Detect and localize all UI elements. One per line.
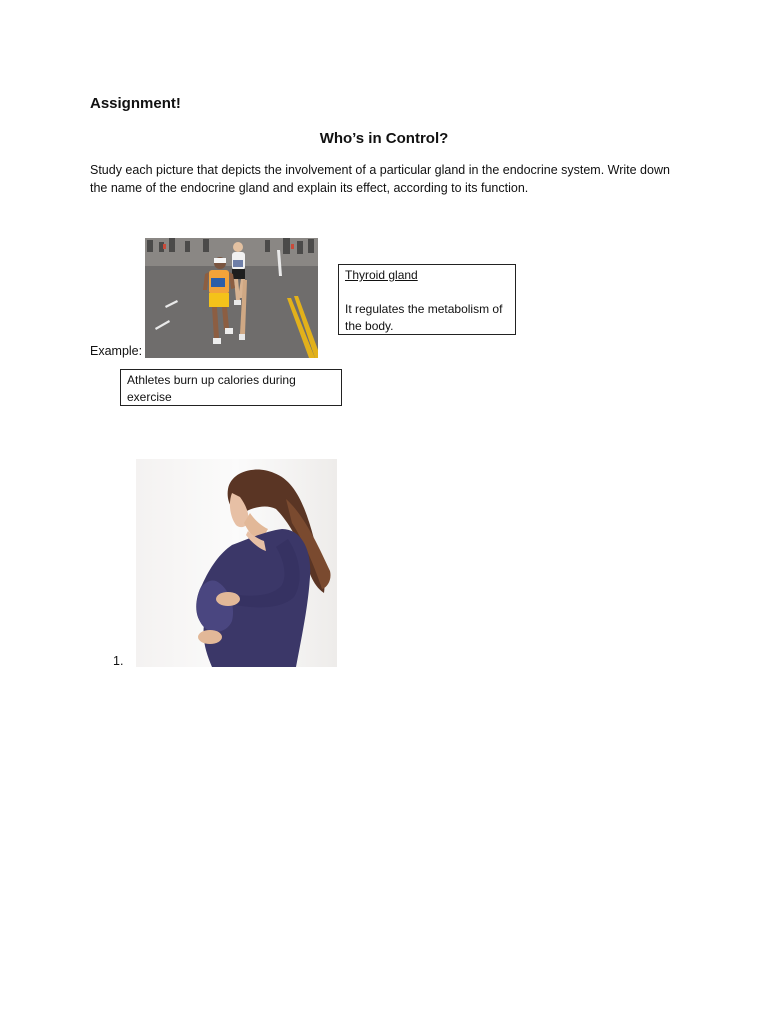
assignment-heading: Assignment! (90, 95, 181, 112)
marathon-runners-photo (145, 238, 318, 358)
example-label: Example: (90, 344, 143, 358)
gland-name: Thyroid gland (345, 268, 418, 282)
example-caption-box: Athletes burn up calories during exercise (120, 369, 342, 406)
item-number-1: 1. (113, 654, 124, 668)
instructions-text: Study each picture that depicts the involvement of a particular gland in the endocrine system. Write down the name of the endocrine gland and explain its effect, according to its function. (90, 163, 670, 195)
gland-effect: It regulates the metabolism of the body. (345, 302, 503, 333)
pregnant-woman-photo (136, 459, 337, 667)
page-title: Who’s in Control? (319, 130, 449, 147)
example-answer-box (338, 264, 516, 335)
